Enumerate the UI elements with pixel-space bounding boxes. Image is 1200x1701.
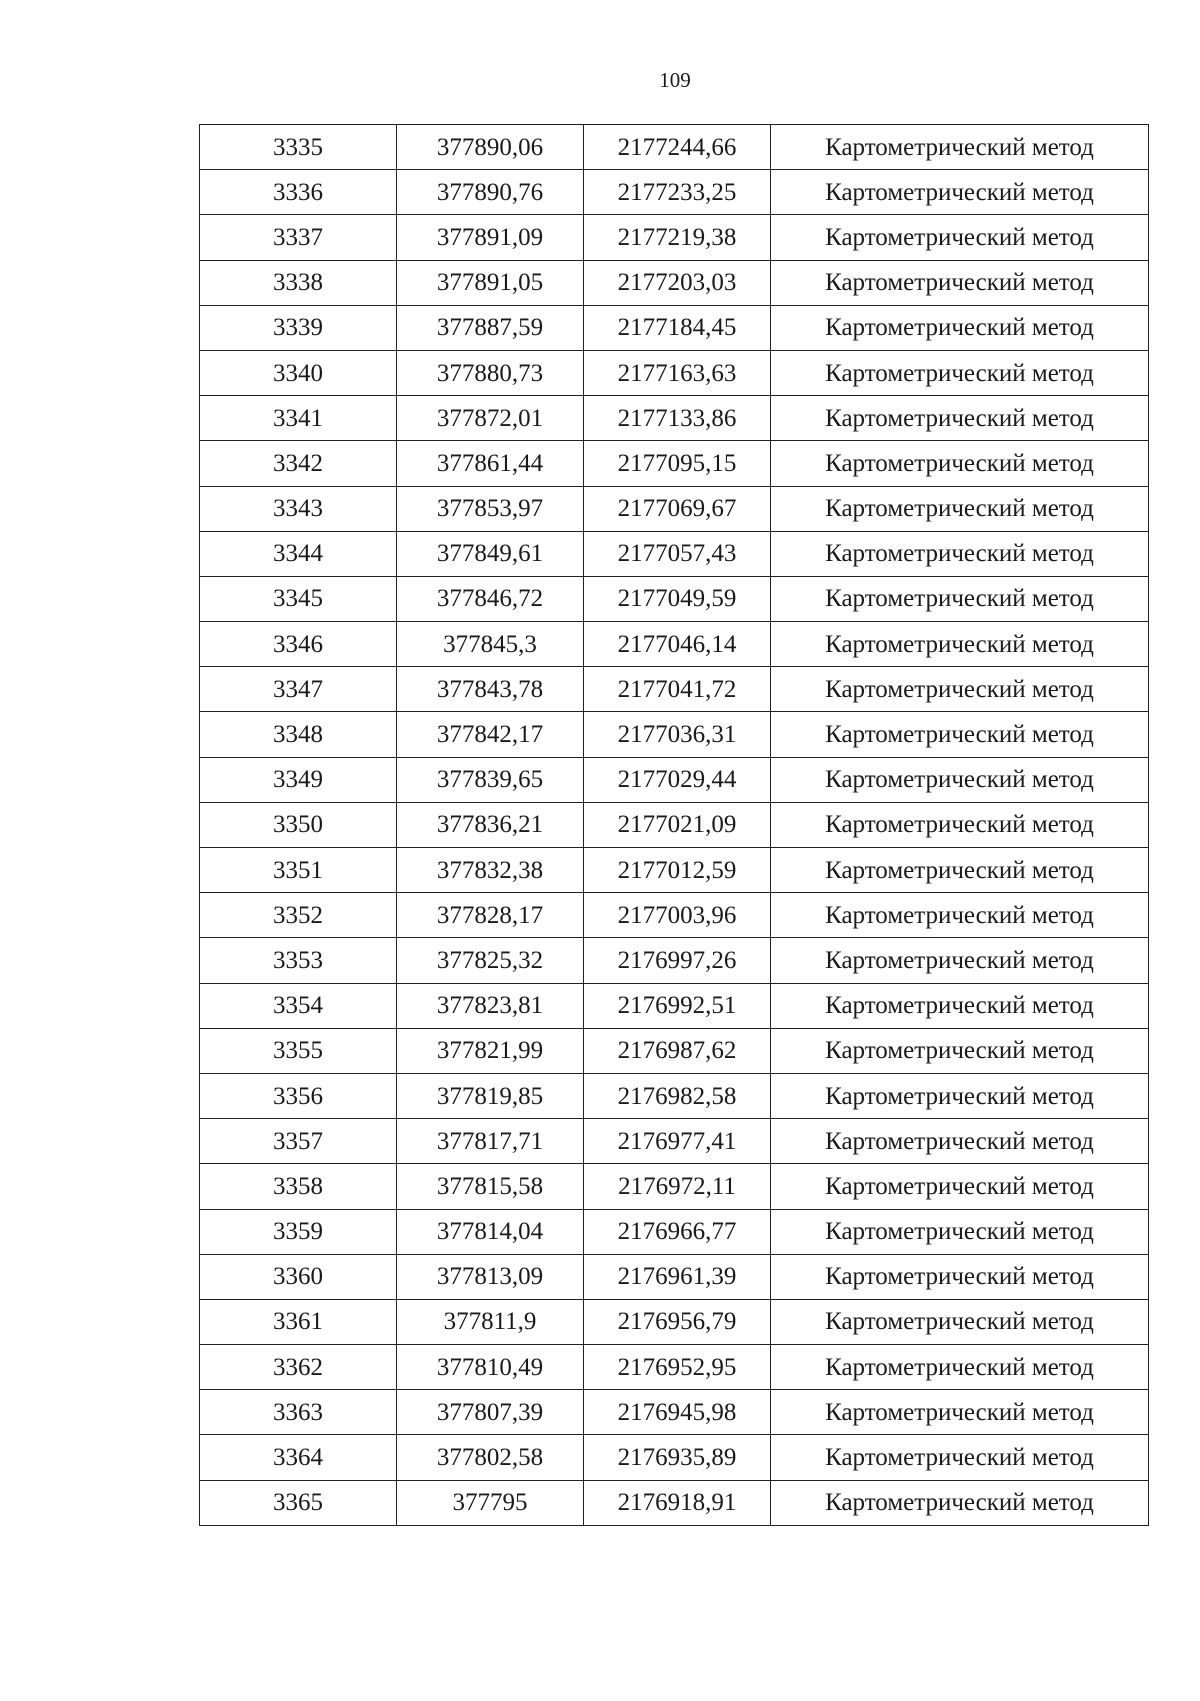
method-cell: Картометрический метод [771, 1209, 1149, 1254]
x-coordinate-cell: 377891,09 [397, 215, 584, 260]
table-row [200, 1345, 1149, 1390]
table-row [200, 667, 1149, 712]
x-coordinate-cell: 377836,21 [397, 802, 584, 847]
point-number-cell: 3346 [200, 622, 397, 667]
y-coordinate-cell: 2177057,43 [584, 531, 771, 576]
method-cell: Картометрический метод [771, 983, 1149, 1028]
table-row [200, 1119, 1149, 1164]
x-coordinate-cell: 377807,39 [397, 1390, 584, 1435]
x-coordinate-cell: 377849,61 [397, 531, 584, 576]
method-cell: Картометрический метод [771, 1164, 1149, 1209]
y-coordinate-cell: 2176982,58 [584, 1073, 771, 1118]
x-coordinate-cell: 377880,73 [397, 350, 584, 395]
y-coordinate-cell: 2177244,66 [584, 125, 771, 170]
point-number-cell: 3363 [200, 1390, 397, 1435]
table-row [200, 1164, 1149, 1209]
table-row [200, 757, 1149, 802]
method-cell: Картометрический метод [771, 667, 1149, 712]
point-number-cell: 3350 [200, 802, 397, 847]
method-cell: Картометрический метод [771, 893, 1149, 938]
point-number-cell: 3336 [200, 170, 397, 215]
coordinates-table [199, 124, 1149, 1526]
y-coordinate-cell: 2176918,91 [584, 1480, 771, 1525]
x-coordinate-cell: 377832,38 [397, 848, 584, 893]
table-row [200, 215, 1149, 260]
method-cell: Картометрический метод [771, 712, 1149, 757]
table-row [200, 396, 1149, 441]
x-coordinate-cell: 377819,85 [397, 1073, 584, 1118]
x-coordinate-cell: 377872,01 [397, 396, 584, 441]
table-row [200, 983, 1149, 1028]
table-row [200, 486, 1149, 531]
x-coordinate-cell: 377846,72 [397, 576, 584, 621]
table-row [200, 125, 1149, 170]
method-cell: Картометрический метод [771, 757, 1149, 802]
point-number-cell: 3361 [200, 1299, 397, 1344]
method-cell: Картометрический метод [771, 350, 1149, 395]
x-coordinate-cell: 377890,06 [397, 125, 584, 170]
method-cell: Картометрический метод [771, 1028, 1149, 1073]
x-coordinate-cell: 377821,99 [397, 1028, 584, 1073]
y-coordinate-cell: 2177046,14 [584, 622, 771, 667]
y-coordinate-cell: 2177133,86 [584, 396, 771, 441]
x-coordinate-cell: 377887,59 [397, 305, 584, 350]
x-coordinate-cell: 377810,49 [397, 1345, 584, 1390]
table-row [200, 305, 1149, 350]
y-coordinate-cell: 2176945,98 [584, 1390, 771, 1435]
method-cell: Картометрический метод [771, 848, 1149, 893]
table-row [200, 712, 1149, 757]
method-cell: Картометрический метод [771, 938, 1149, 983]
method-cell: Картометрический метод [771, 1345, 1149, 1390]
method-cell: Картометрический метод [771, 622, 1149, 667]
point-number-cell: 3338 [200, 260, 397, 305]
table-row [200, 531, 1149, 576]
method-cell: Картометрический метод [771, 441, 1149, 486]
table-row [200, 441, 1149, 486]
point-number-cell: 3358 [200, 1164, 397, 1209]
method-cell: Картометрический метод [771, 1073, 1149, 1118]
point-number-cell: 3365 [200, 1480, 397, 1525]
table-row [200, 848, 1149, 893]
table-row [200, 1435, 1149, 1480]
y-coordinate-cell: 2177163,63 [584, 350, 771, 395]
y-coordinate-cell: 2176966,77 [584, 1209, 771, 1254]
y-coordinate-cell: 2176956,79 [584, 1299, 771, 1344]
table-row [200, 170, 1149, 215]
x-coordinate-cell: 377861,44 [397, 441, 584, 486]
point-number-cell: 3356 [200, 1073, 397, 1118]
point-number-cell: 3355 [200, 1028, 397, 1073]
method-cell: Картометрический метод [771, 531, 1149, 576]
method-cell: Картометрический метод [771, 260, 1149, 305]
point-number-cell: 3364 [200, 1435, 397, 1480]
y-coordinate-cell: 2177021,09 [584, 802, 771, 847]
table-row [200, 1480, 1149, 1525]
x-coordinate-cell: 377817,71 [397, 1119, 584, 1164]
y-coordinate-cell: 2176935,89 [584, 1435, 771, 1480]
method-cell: Картометрический метод [771, 1480, 1149, 1525]
y-coordinate-cell: 2176987,62 [584, 1028, 771, 1073]
y-coordinate-cell: 2176997,26 [584, 938, 771, 983]
table-row [200, 893, 1149, 938]
x-coordinate-cell: 377845,3 [397, 622, 584, 667]
y-coordinate-cell: 2177029,44 [584, 757, 771, 802]
table-row [200, 938, 1149, 983]
method-cell: Картометрический метод [771, 396, 1149, 441]
point-number-cell: 3351 [200, 848, 397, 893]
y-coordinate-cell: 2177036,31 [584, 712, 771, 757]
point-number-cell: 3357 [200, 1119, 397, 1164]
page-number: 109 [659, 68, 691, 92]
point-number-cell: 3360 [200, 1254, 397, 1299]
point-number-cell: 3335 [200, 125, 397, 170]
point-number-cell: 3349 [200, 757, 397, 802]
y-coordinate-cell: 2176992,51 [584, 983, 771, 1028]
point-number-cell: 3347 [200, 667, 397, 712]
x-coordinate-cell: 377802,58 [397, 1435, 584, 1480]
table-row [200, 1390, 1149, 1435]
y-coordinate-cell: 2177219,38 [584, 215, 771, 260]
point-number-cell: 3348 [200, 712, 397, 757]
method-cell: Картометрический метод [771, 1254, 1149, 1299]
table-row [200, 576, 1149, 621]
x-coordinate-cell: 377823,81 [397, 983, 584, 1028]
method-cell: Картометрический метод [771, 305, 1149, 350]
table-row [200, 1073, 1149, 1118]
y-coordinate-cell: 2176972,11 [584, 1164, 771, 1209]
x-coordinate-cell: 377891,05 [397, 260, 584, 305]
point-number-cell: 3343 [200, 486, 397, 531]
method-cell: Картометрический метод [771, 125, 1149, 170]
table-row [200, 622, 1149, 667]
point-number-cell: 3345 [200, 576, 397, 621]
point-number-cell: 3341 [200, 396, 397, 441]
x-coordinate-cell: 377813,09 [397, 1254, 584, 1299]
point-number-cell: 3340 [200, 350, 397, 395]
x-coordinate-cell: 377842,17 [397, 712, 584, 757]
point-number-cell: 3352 [200, 893, 397, 938]
table-row [200, 350, 1149, 395]
y-coordinate-cell: 2177203,03 [584, 260, 771, 305]
method-cell: Картометрический метод [771, 802, 1149, 847]
y-coordinate-cell: 2177012,59 [584, 848, 771, 893]
table-row [200, 1028, 1149, 1073]
method-cell: Картометрический метод [771, 170, 1149, 215]
table-row [200, 1299, 1149, 1344]
point-number-cell: 3344 [200, 531, 397, 576]
x-coordinate-cell: 377825,32 [397, 938, 584, 983]
method-cell: Картометрический метод [771, 486, 1149, 531]
y-coordinate-cell: 2177003,96 [584, 893, 771, 938]
x-coordinate-cell: 377843,78 [397, 667, 584, 712]
point-number-cell: 3339 [200, 305, 397, 350]
y-coordinate-cell: 2176961,39 [584, 1254, 771, 1299]
x-coordinate-cell: 377814,04 [397, 1209, 584, 1254]
method-cell: Картометрический метод [771, 1435, 1149, 1480]
point-number-cell: 3337 [200, 215, 397, 260]
point-number-cell: 3359 [200, 1209, 397, 1254]
x-coordinate-cell: 377890,76 [397, 170, 584, 215]
point-number-cell: 3342 [200, 441, 397, 486]
table-row [200, 1254, 1149, 1299]
method-cell: Картометрический метод [771, 1390, 1149, 1435]
method-cell: Картометрический метод [771, 576, 1149, 621]
point-number-cell: 3362 [200, 1345, 397, 1390]
x-coordinate-cell: 377811,9 [397, 1299, 584, 1344]
method-cell: Картометрический метод [771, 1299, 1149, 1344]
x-coordinate-cell: 377839,65 [397, 757, 584, 802]
table-row [200, 1209, 1149, 1254]
method-cell: Картометрический метод [771, 215, 1149, 260]
table-body [200, 125, 1149, 1526]
point-number-cell: 3354 [200, 983, 397, 1028]
y-coordinate-cell: 2177041,72 [584, 667, 771, 712]
y-coordinate-cell: 2177184,45 [584, 305, 771, 350]
y-coordinate-cell: 2177095,15 [584, 441, 771, 486]
table-row [200, 260, 1149, 305]
method-cell: Картометрический метод [771, 1119, 1149, 1164]
table-row [200, 802, 1149, 847]
y-coordinate-cell: 2177049,59 [584, 576, 771, 621]
y-coordinate-cell: 2177069,67 [584, 486, 771, 531]
x-coordinate-cell: 377828,17 [397, 893, 584, 938]
x-coordinate-cell: 377795 [397, 1480, 584, 1525]
y-coordinate-cell: 2176977,41 [584, 1119, 771, 1164]
y-coordinate-cell: 2176952,95 [584, 1345, 771, 1390]
point-number-cell: 3353 [200, 938, 397, 983]
x-coordinate-cell: 377815,58 [397, 1164, 584, 1209]
y-coordinate-cell: 2177233,25 [584, 170, 771, 215]
x-coordinate-cell: 377853,97 [397, 486, 584, 531]
